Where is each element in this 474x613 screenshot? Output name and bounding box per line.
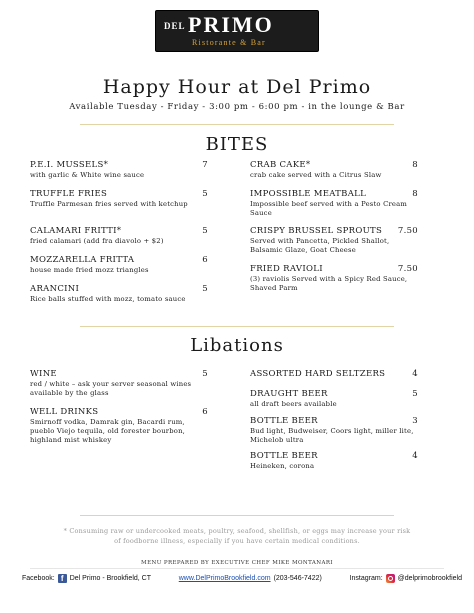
facebook-page[interactable]: Del Primo - Brookfield, CT xyxy=(69,575,151,582)
item-description: with garlic & White wine sauce xyxy=(30,171,145,179)
facebook-icon: f xyxy=(58,574,67,583)
page-title: Happy Hour at Del Primo xyxy=(102,76,372,98)
menu-item xyxy=(250,369,420,379)
item-price: 7.50 xyxy=(397,226,418,236)
instagram-label: Instagram: xyxy=(349,575,383,582)
page-subtitle: Available Tuesday - Friday - 3:00 pm - 6:00 pm - in the lounge & Bar xyxy=(69,102,405,112)
menu-item xyxy=(30,284,210,304)
facebook-info xyxy=(22,574,151,583)
item-name: WELL DRINKS xyxy=(30,407,99,417)
item-name: BOTTLE BEER xyxy=(250,416,318,426)
social-bar xyxy=(22,574,462,583)
item-name: WINE xyxy=(30,369,57,379)
menu-item xyxy=(30,407,210,445)
menu-item xyxy=(30,226,210,246)
item-name: IMPOSSIBLE MEATBALL xyxy=(250,189,367,199)
menu-item xyxy=(250,160,420,180)
phone-number: (203-546-7422) xyxy=(273,575,322,582)
divider xyxy=(80,515,394,516)
menu-item xyxy=(250,389,420,409)
logo-primo: PRIMO xyxy=(188,12,274,37)
item-price: 5 xyxy=(202,284,208,294)
menu-item xyxy=(30,255,210,275)
item-description: Impossible beef served with a Pesto Cream Sauce xyxy=(250,200,408,217)
instagram-icon xyxy=(386,574,395,583)
menu-item xyxy=(250,451,420,471)
facebook-label: Facebook: xyxy=(22,575,55,582)
menu-item xyxy=(30,369,210,398)
item-description: all draft beers available xyxy=(250,400,337,408)
item-name: P.E.I. MUSSELS* xyxy=(30,160,109,170)
logo-del: DEL xyxy=(164,21,186,31)
menu-item xyxy=(250,226,420,255)
item-description: (3) raviolis Served with a Spicy Red Sauce, Shaved Parm xyxy=(250,275,408,292)
item-price: 8 xyxy=(412,189,418,199)
item-price: 5 xyxy=(412,389,418,399)
item-description: Bud light, Budweiser, Coors light, miller lite, Michelob ultra xyxy=(250,427,414,444)
divider xyxy=(80,124,394,125)
health-warning: * Consuming raw or undercooked meats, poultry, seafood, shellfish, or eggs may increase your risk of foodborne illness, especially if you have certain medical conditions. xyxy=(63,527,411,545)
item-price: 5 xyxy=(202,226,208,236)
item-price: 8 xyxy=(412,160,418,170)
menu-item xyxy=(250,416,420,445)
menu-item xyxy=(250,264,420,293)
libations-title: Libations xyxy=(190,335,284,356)
item-name: CALAMARI FRITTI* xyxy=(30,226,122,236)
item-price: 6 xyxy=(202,407,208,417)
item-price: 7 xyxy=(202,160,208,170)
divider xyxy=(80,326,394,327)
instagram-handle[interactable]: @delprimobrookfield xyxy=(397,575,462,582)
item-name: MOZZARELLA FRITTA xyxy=(30,255,135,265)
bites-title: BITES xyxy=(205,134,269,155)
item-name: BOTTLE BEER xyxy=(250,451,318,461)
item-name: CRAB CAKE* xyxy=(250,160,311,170)
item-name: ARANCINI xyxy=(30,284,80,294)
menu-item xyxy=(30,189,210,209)
item-name: FRIED RAVIOLI xyxy=(250,264,323,274)
menu-item xyxy=(30,160,210,180)
item-price: 7.50 xyxy=(397,264,418,274)
item-name: DRAUGHT BEER xyxy=(250,389,328,399)
item-price: 5 xyxy=(202,369,208,379)
item-price: 4 xyxy=(412,451,418,461)
item-price: 4 xyxy=(412,369,418,379)
chef-credit: MENU PREPARED BY EXECUTIVE CHEF MIKE MONTANARI xyxy=(141,560,333,566)
item-description: crab cake served with a Citrus Slaw xyxy=(250,171,382,179)
instagram-info xyxy=(350,574,462,583)
item-description: fried calamari (add fra diavolo + $2) xyxy=(30,237,164,245)
website-link[interactable]: www.DelPrimoBrookfield.com xyxy=(178,575,271,582)
divider xyxy=(30,568,444,569)
logo-subtitle: Ristorante & Bar xyxy=(192,38,266,47)
item-name: TRUFFLE FRIES xyxy=(30,189,108,199)
menu-item xyxy=(250,189,420,218)
del-primo-logo xyxy=(155,10,319,52)
item-price: 3 xyxy=(412,416,418,426)
item-description: Smirnoff vodka, Damrak gin, Bacardi rum, pueblo Viejo tequila, old forester bourbon, highland mist whiskey xyxy=(30,418,186,444)
contact-info xyxy=(179,575,322,582)
item-description: Truffle Parmesan fries served with ketchup xyxy=(30,200,188,208)
item-description: red / white – ask your server seasonal wines available by the glass xyxy=(30,380,192,397)
item-description: house made fried mozz triangles xyxy=(30,266,149,274)
item-name: CRISPY BRUSSEL SPROUTS xyxy=(250,226,383,236)
item-price: 6 xyxy=(202,255,208,265)
item-description: Rice balls stuffed with mozz, tomato sauce xyxy=(30,295,186,303)
item-price: 5 xyxy=(202,189,208,199)
item-name: ASSORTED HARD SELTZERS xyxy=(250,369,386,379)
item-description: Heineken, corona xyxy=(250,462,315,470)
item-description: Served with Pancetta, Pickled Shallot, Balsamic Glaze, Goat Cheese xyxy=(250,237,390,254)
